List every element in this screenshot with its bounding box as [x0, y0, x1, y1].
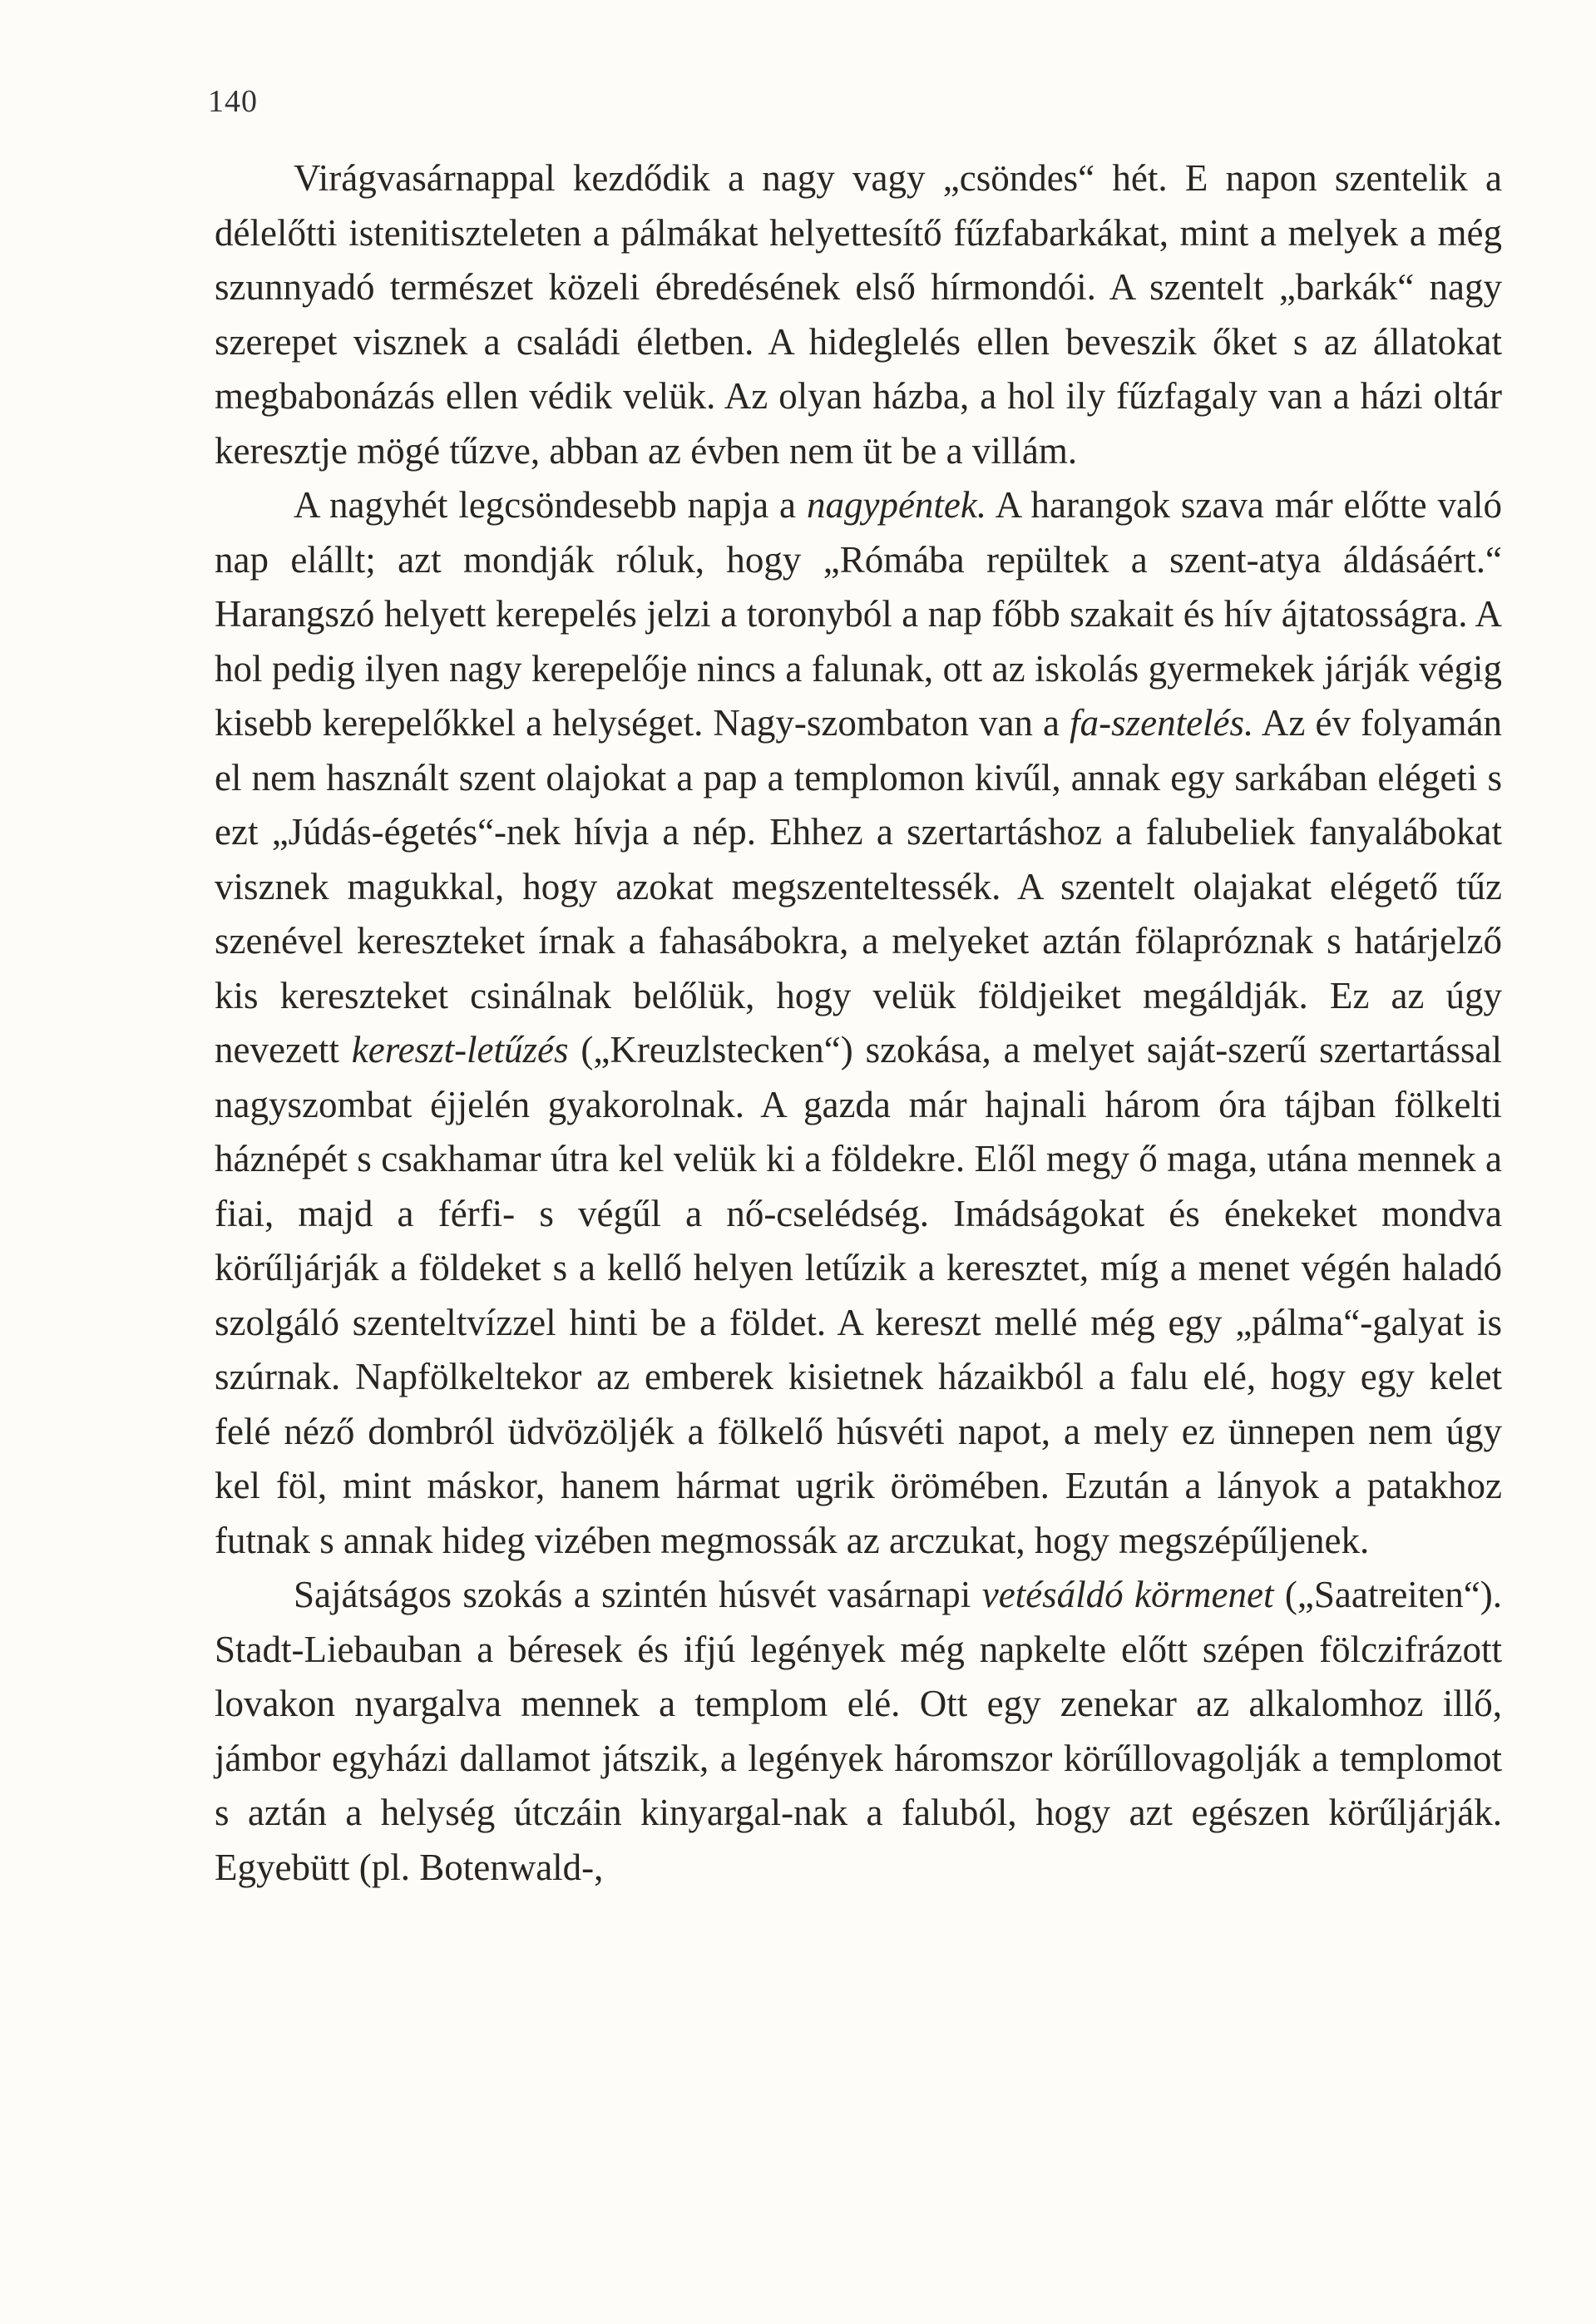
- paragraph-holy-week: [215, 478, 1502, 1568]
- italic-term-vetesaldo-kormenet: vetésáldó körmenet: [981, 1574, 1274, 1615]
- text-fragment: („Kreuzlstecken“) szokása, a melyet saját-szerű szertartással nagyszombat éjjelén gyakorolnak. A gazda már hajnali három óra tájban fölkelti háznépét s csakhamar útra kel velük ki a földekre. Elől megy ő maga, utána mennek a fiai, majd a férfi- s végűl a nő-cselédség. Imádságokat és énekeket mondva körűljárják a földeket s a kellő helyen letűzik a keresztet, míg a menet végén haladó szolgáló szenteltvízzel hinti be a földet. A kereszt mellé még egy „pálma“-galyat is szúrnak. Napfölkeltekor az emberek kisietnek házaikból a falu elé, hogy egy kelet felé néző dombról üdvözöljék a fölkelő húsvéti napot, a mely ez ünnepen nem úgy kel föl, mint máskor, hanem hármat ugrik örömében. Ezután a lányok a patakhoz futnak s annak hideg vizében megmossák az arczukat, hogy megszépűljenek.: [215, 1029, 1502, 1561]
- italic-term-fa-szenteles: fa-szentelés.: [1070, 702, 1254, 744]
- text-fragment: Virágvasárnappal kezdődik a nagy vagy „csöndes“ hét. E napon szentelik a délelőtti istenitiszteleten a pálmákat helyettesítő fűzfabarkákat, mint a melyek a még szunnyadó természet közeli ébredésének első hírmondói. A szentelt „barkák“ nagy szerepet visznek a családi életben. A hideglelés ellen beveszik őket s az állatokat megbabonázás ellen védik velük. Az olyan házba, a hol ily fűzfagaly van a házi oltár keresztje mögé tűzve, abban az évben nem üt be a villám.: [215, 157, 1502, 472]
- italic-term-kereszt-letuzes: kereszt-letűzés: [351, 1029, 569, 1071]
- italic-term-nagypentek: nagypéntek.: [806, 484, 987, 526]
- text-fragment: („Saatreiten“). Stadt-Liebauban a béresek és ifjú legények még napkelte előtt szépen fölczifrázott lovakon nyargalva mennek a templom elé. Ott egy zenekar az alkalomhoz illő, jámbor egyházi dallamot játszik, a legények háromszor körűllovagolják a templomot s aztán a helység útczáin kinyargal-nak a faluból, hogy azt egészen körűljárják. Egyebütt (pl. Botenwald-,: [215, 1574, 1502, 1888]
- text-fragment: Sajátságos szokás a szintén húsvét vasárnapi: [294, 1574, 982, 1615]
- body-text: [215, 151, 1502, 1895]
- text-fragment: Az év folyamán el nem használt szent olajokat a pap a templomon kivűl, annak egy sarkában elégeti s ezt „Júdás-égetés“-nek hívja a nép. Ehhez a szertartáshoz a falubeliek fanyalábokat visznek magukkal, hogy azokat megszenteltessék. A szentelt olajakat elégető tűz szenével kereszteket írnak a fahasábokra, a melyeket aztán fölapróznak s határjelző kis kereszteket csinálnak belőlük, hogy velük földjeiket megáldják. Ez az úgy nevezett: [215, 702, 1502, 1071]
- text-fragment: A harangok szava már előtte való nap elállt; azt mondják róluk, hogy „Rómába repültek a szent-atya áldásáért.“ Harangszó helyett kerepelés jelzi a toronyból a nap főbb szakait és hív ájtatosságra. A hol pedig ilyen nagy kerepelője nincs a falunak, ott az iskolás gyermekek járják végig kisebb kerepelőkkel a helységet. Nagy-szombaton van a: [215, 484, 1502, 744]
- page-number: 140: [208, 84, 258, 119]
- text-fragment: A nagyhét legcsöndesebb napja a: [294, 484, 807, 526]
- paragraph-palm-sunday: [215, 151, 1502, 478]
- paragraph-procession: [215, 1568, 1502, 1895]
